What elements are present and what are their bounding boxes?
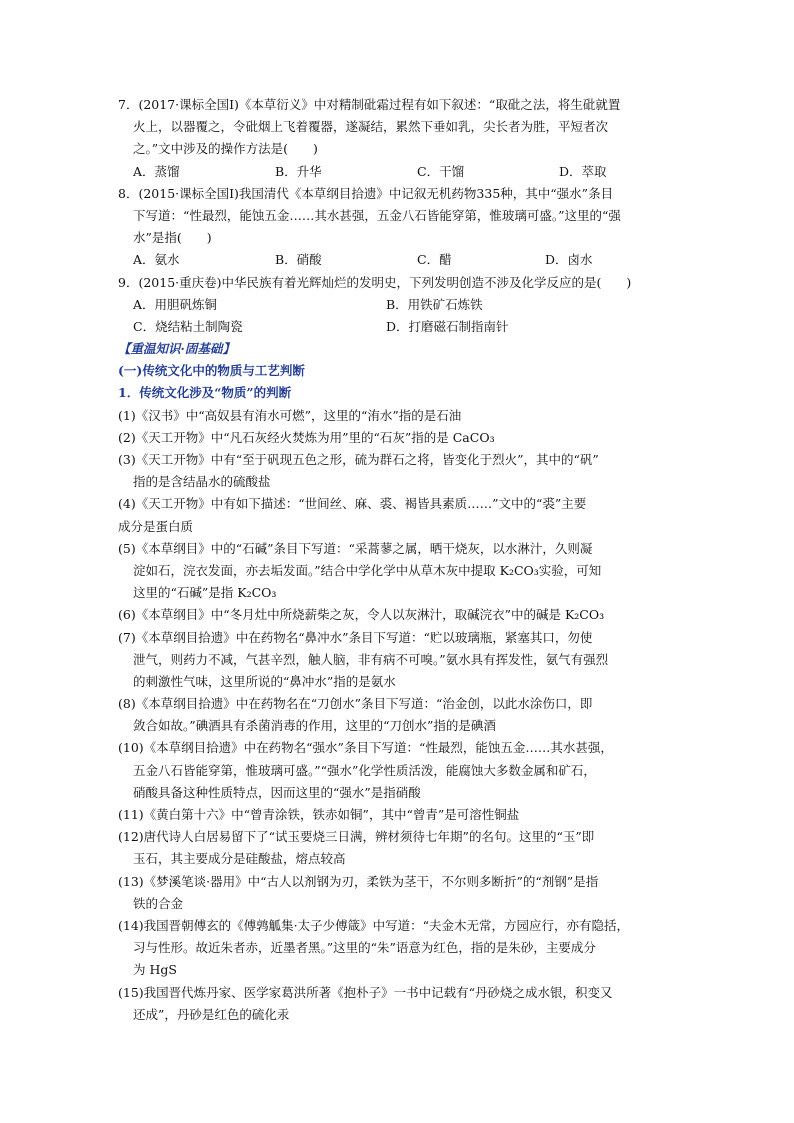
question-8-options <box>118 249 678 271</box>
document-body <box>118 94 678 1026</box>
list-line: 硝酸具备这种性质特点，因而这里的“强水”是指硝酸 <box>133 784 421 800</box>
list-line: 这里的“石碱”是指 K₂CO₃ <box>133 585 277 601</box>
list-line: (13)《梦溪笔谈·器用》中“古人以剂钢为刃，柔铁为茎干，不尔则多断折”的“剂钢”是指 <box>118 873 599 889</box>
sub-heading: (一)传统文化中的物质与工艺判断 <box>118 363 305 379</box>
list-line: 成分是蛋白质 <box>118 518 194 534</box>
list-line: (3)《天工开物》中有“至于矾现五色之形，硫为群石之将，皆变化于烈火”，其中的“矾” <box>118 452 599 467</box>
list-line: 习与性形。故近朱者赤，近墨者黑。”这里的“朱”语意为红色，指的是朱砂，主要成分 <box>133 940 596 956</box>
question-9-options-row-2 <box>118 316 678 338</box>
list-line: (4)《天工开物》中有如下描述：“世间丝、麻、裘、褐皆具素质……”文中的“裘”主要 <box>118 496 587 512</box>
option-a: A．蒸馏 <box>133 163 180 179</box>
option-b: B．升华 <box>275 163 322 179</box>
list-line: (15)我国晋代炼丹家、医学家葛洪所著《抱朴子》一书中记载有“丹砂烧之成水银，积变又 <box>118 984 613 1000</box>
list-line: (14)我国晋朝傅玄的《傅鹑觚集·太子少傅箴》中写道：“夫金木无常，方园应行，亦有隐括， <box>118 917 630 933</box>
question-9-options-row-1 <box>118 294 678 316</box>
question-9-line-1: 9．(2015·重庆卷)中华民族有着光辉灿烂的发明史，下列发明创造不涉及化学反应的是( ) <box>118 274 632 290</box>
option-b: B．硝酸 <box>275 252 322 268</box>
option-c: C．烧结粘土制陶瓷 <box>133 318 243 334</box>
option-d: D．卤水 <box>545 252 593 268</box>
question-7-line-1: 7．(2017·课标全国Ⅰ)《本草衍义》中对精制砒霜过程有如下叙述：“取砒之法，将生砒就置 <box>118 97 621 112</box>
question-8-line-2: 下写道：“性最烈，能蚀五金……其水甚强，五金八石皆能穿第，惟玻璃可盛。”这里的“强 <box>133 207 621 223</box>
question-7-options <box>118 161 678 183</box>
list-line: 还成”，丹砂是红色的硫化汞 <box>133 1006 290 1022</box>
question-8-line-3: 水”是指( ) <box>133 230 212 246</box>
list-line: 指的是含结晶水的硫酸盐 <box>133 474 271 490</box>
list-line: (2)《天工开物》中“凡石灰经火焚炼为用”里的“石灰”指的是 CaCO₃ <box>118 429 495 445</box>
question-9 <box>118 272 678 339</box>
list-line: (8)《本草纲目拾遗》中在药物名在“刀创水”条目下写道：“治金创，以此水涂伤口，即 <box>118 696 593 712</box>
sub-heading-2: 1．传统文化涉及“物质”的判断 <box>118 385 292 401</box>
list-line: (1)《汉书》中“高奴县有洧水可燃”，这里的“洧水”指的是石油 <box>118 407 462 423</box>
question-8 <box>118 183 678 272</box>
list-line: 泄气，则药力不减，气甚辛烈，触人脑，非有病不可嗅。”氨水具有挥发性，氨气有强烈 <box>133 651 609 667</box>
section-heading: 【重温知识·固基础】 <box>118 341 235 357</box>
question-7-line-2: 火上，以器覆之，令砒烟上飞着覆器，遂凝结，累然下垂如乳，尖长者为胜，平短者次 <box>133 119 609 135</box>
list-line: (11)《黄白第十六》中“曾青涂铁，铁赤如铜”，其中“曾青”是可溶性铜盐 <box>118 807 520 822</box>
list-line: 淀如石，浣衣发面，亦去垢发面。”结合中学化学中从草木灰中提取 K₂CO₃实验，可知 <box>133 562 602 578</box>
option-d: D．萃取 <box>559 163 607 179</box>
knowledge-list <box>118 405 678 1026</box>
list-line: (5)《本草纲目》中的“石碱”条目下写道：“采蒿蓼之属，晒干烧灰，以水淋汁，久则凝 <box>118 540 593 556</box>
list-line: 敛合如故。”碘酒具有杀菌消毒的作用，这里的“刀创水”指的是碘酒 <box>133 718 496 734</box>
option-c: C．醋 <box>417 252 452 268</box>
list-line: (6)《本草纲目》中“冬月灶中所烧薪柴之灰，令人以灰淋汁，取碱浣衣”中的碱是 K₂CO₃ <box>118 607 605 623</box>
question-7-line-3: 之。”文中涉及的操作方法是( ) <box>133 141 318 157</box>
option-a: A．用胆矾炼铜 <box>133 296 218 312</box>
option-b: B．用铁矿石炼铁 <box>386 296 483 312</box>
list-line: 铁的合金 <box>133 895 184 911</box>
option-d: D．打磨磁石制指南针 <box>386 318 509 334</box>
list-line: 五金八石皆能穿第，惟玻璃可盛。”“强水”化学性质活泼，能腐蚀大多数金属和矿石， <box>133 762 596 778</box>
list-line: 玉石，其主要成分是硅酸盐，熔点较高 <box>133 851 346 867</box>
list-line: 的刺激性气味，这里所说的“鼻冲水”指的是氨水 <box>133 673 396 689</box>
list-line: 为 HgS <box>133 962 177 978</box>
list-line: (7)《本草纲目拾遗》中在药物名“鼻冲水”条目下写道：“贮以玻璃瓶，紧塞其口，勿使 <box>118 629 593 645</box>
option-a: A．氨水 <box>133 252 180 268</box>
list-line: (12)唐代诗人白居易留下了“试玉要烧三日满，辨材须待七年期”的名句。这里的“玉”即 <box>118 829 595 845</box>
question-7 <box>118 94 678 183</box>
option-c: C．干馏 <box>417 163 465 179</box>
question-8-line-1: 8．(2015·课标全国Ⅰ)我国清代《本草纲目拾遗》中记叙无机药物335种，其中“强水”条目 <box>118 185 614 201</box>
list-line: (10)《本草纲目拾遗》中在药物名“强水”条目下写道：“性最烈，能蚀五金……其水甚强， <box>118 740 613 756</box>
